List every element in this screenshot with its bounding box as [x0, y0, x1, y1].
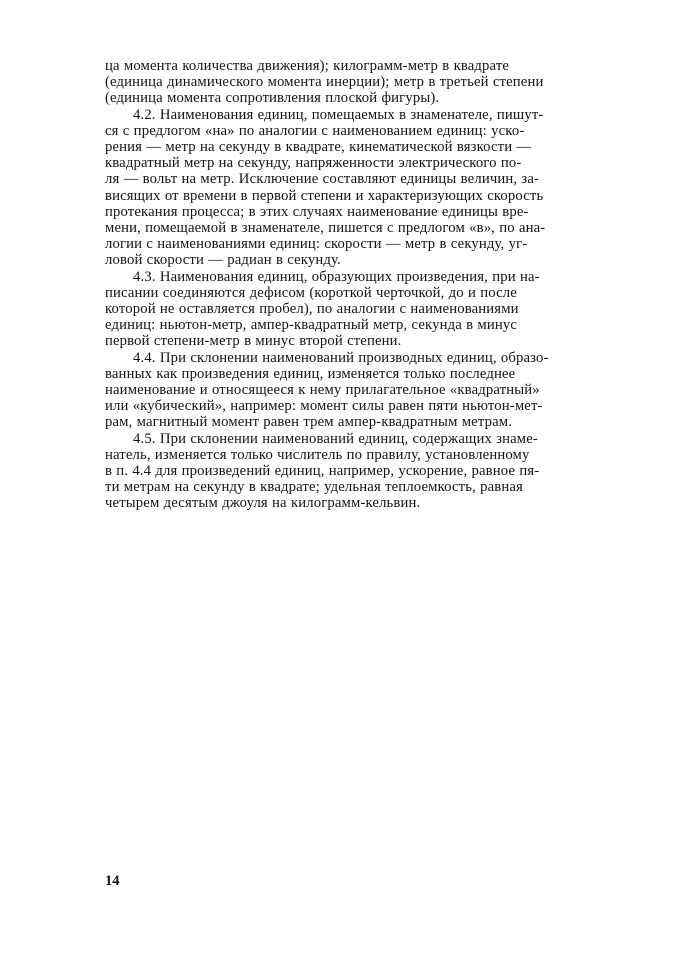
text-line: квадратный метр на секунду, напряженности электрического по-	[105, 155, 522, 172]
text-line: ца момента количества движения); килограмм-метр в квадрате	[105, 58, 510, 74]
text-line: протекания процесса; в этих случаях наименование единицы вре-	[105, 203, 529, 220]
text-line: ванных как произведения единиц, изменяется только последнее	[105, 365, 516, 382]
page-number: 14	[105, 873, 120, 889]
text-line: висящих от времени в первой степени и характеризующих скорость	[105, 187, 544, 204]
text-line: 4.5. При склонении наименований единиц, содержащих знаме-	[133, 430, 538, 447]
text-line: единиц: ньютон-метр, ампер-квадратный метр, секунда в минус	[105, 317, 518, 334]
text-line: рам, магнитный момент равен трем ампер-квадратным метрам.	[105, 414, 513, 431]
text-line: 4.2. Наименования единиц, помещаемых в знаменателе, пишут-	[133, 106, 544, 123]
paragraph-clause-4-5	[105, 431, 636, 512]
document-body-text	[105, 58, 636, 512]
paragraph-clause-4-4	[105, 350, 636, 431]
text-line: 4.3. Наименования единиц, образующих произведения, при на-	[133, 268, 540, 285]
text-line: писании соединяются дефисом (короткой черточкой, до и после	[105, 284, 517, 301]
text-line: четырем десятым джоуля на килограмм-кельвин.	[105, 495, 421, 512]
text-line: ля — вольт на метр. Исключение составляют единицы величин, за-	[105, 171, 540, 188]
paragraph-clause-4-3	[105, 269, 636, 350]
text-line: (единица динамического момента инерции); метр в третьей степени	[105, 74, 544, 91]
text-line: ти метрам на секунду в квадрате; удельная теплоемкость, равная	[105, 479, 523, 496]
text-line: или «кубический», например: момент силы равен пяти ньютон-мет-	[105, 398, 543, 415]
text-line: рения — метр на секунду в квадрате, кинематической вязкости —	[105, 139, 532, 156]
text-line: которой не оставляется пробел), по аналогии с наименованиями	[105, 301, 519, 318]
text-line: логии с наименованиями единиц: скорости — метр в секунду, уг-	[105, 236, 528, 253]
text-line: ся с предлогом «на» по аналогии с наименованием единиц: уско-	[105, 122, 525, 139]
paragraph-clause-4-2	[105, 107, 636, 269]
text-line: натель, изменяется только числитель по правилу, установленному	[105, 446, 530, 463]
text-line: 4.4. При склонении наименований производных единиц, образо-	[133, 349, 549, 366]
text-line: первой степени-метр в минус второй степени.	[105, 333, 402, 350]
text-line: мени, помещаемой в знаменателе, пишется с предлогом «в», по ана-	[105, 220, 546, 237]
text-line: (единица момента сопротивления плоской фигуры).	[105, 90, 440, 107]
paragraph-continuation	[105, 58, 636, 107]
text-line: наименование и относящееся к нему прилагательное «квадратный»	[105, 382, 540, 399]
text-line: в п. 4.4 для произведений единиц, например, ускорение, равное пя-	[105, 463, 540, 480]
text-line: ловой скорости — радиан в секунду.	[105, 252, 341, 269]
